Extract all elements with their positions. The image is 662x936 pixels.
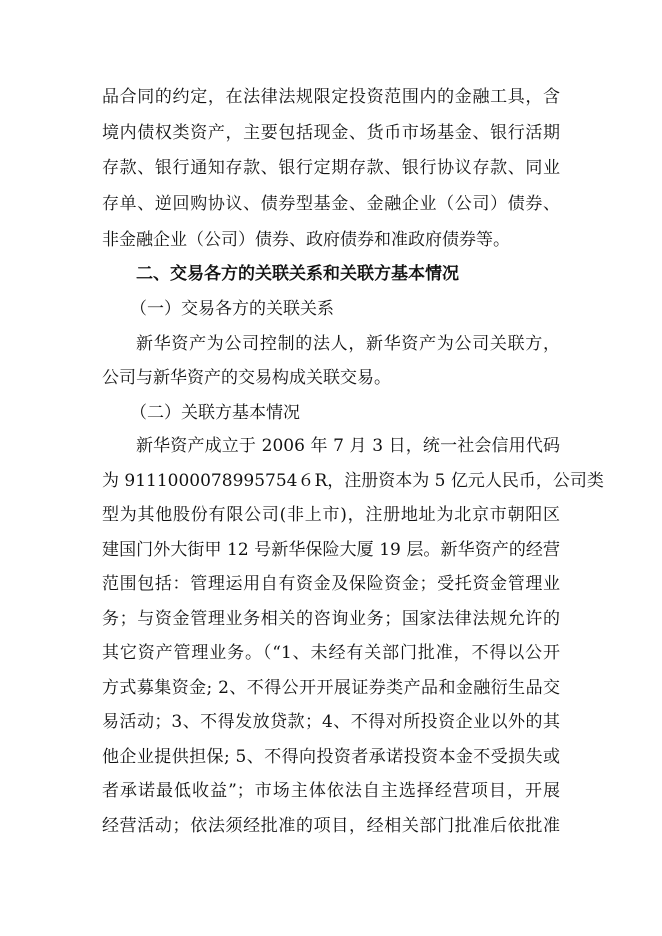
paragraph-line: 经营活动；依法须经批准的项目，经相关部门批准后依批准: [102, 816, 560, 836]
paragraph-line: 他企业提供担保; 5、不得向投资者承诺投资本金不受损失或: [102, 747, 560, 767]
subsection-heading: （一）交易各方的关联关系: [130, 299, 334, 319]
paragraph-line: 易活动；3、不得发放贷款；4、不得对所投资企业以外的其: [102, 712, 560, 732]
paragraph-line: 务；与资金管理业务相关的咨询业务；国家法律法规允许的: [102, 609, 560, 629]
paragraph-line: 方式募集资金; 2、不得公开开展证券类产品和金融衍生品交: [102, 678, 560, 698]
paragraph-line: 新华资产为公司控制的法人，新华资产为公司关联方，: [136, 334, 560, 354]
paragraph-line: 境内债权类资产，主要包括现金、货币市场基金、银行活期: [102, 123, 560, 143]
paragraph-line: 者承诺最低收益”；市场主体依法自主选择经营项目，开展: [102, 781, 560, 801]
paragraph-line: 存款、银行通知存款、银行定期存款、银行协议存款、同业: [102, 158, 560, 178]
paragraph-line: 存单、逆回购协议、债券型基金、金融企业（公司）债券、: [102, 194, 560, 214]
paragraph-line: 公司与新华资产的交易构成关联交易。: [102, 368, 391, 388]
paragraph-line: 品合同的约定，在法律法规限定投资范围内的金融工具，含: [102, 87, 560, 107]
paragraph-line: 建国门外大街甲 12 号新华保险大厦 19 层。新华资产的经营: [102, 540, 560, 560]
paragraph-line: 新华资产成立于 2006 年 7 月 3 日，统一社会信用代码: [136, 436, 560, 456]
paragraph-line: 范围包括：管理运用自有资金及保险资金；受托资金管理业: [102, 574, 560, 594]
paragraph-line: 其它资产管理业务。（“1、未经有关部门批准，不得以公开: [102, 643, 560, 663]
paragraph-line: 型为其他股份有限公司(非上市)，注册地址为北京市朝阳区: [102, 505, 560, 525]
subsection-heading: （二）关联方基本情况: [130, 403, 300, 423]
section-heading: 二、交易各方的关联关系和关联方基本情况: [136, 264, 459, 284]
paragraph-line: 非金融企业（公司）债券、政府债券和准政府债券等。: [102, 230, 510, 250]
paragraph-line: 为 9111000078995754６R，注册资本为 5 亿元人民币，公司类: [102, 471, 604, 491]
